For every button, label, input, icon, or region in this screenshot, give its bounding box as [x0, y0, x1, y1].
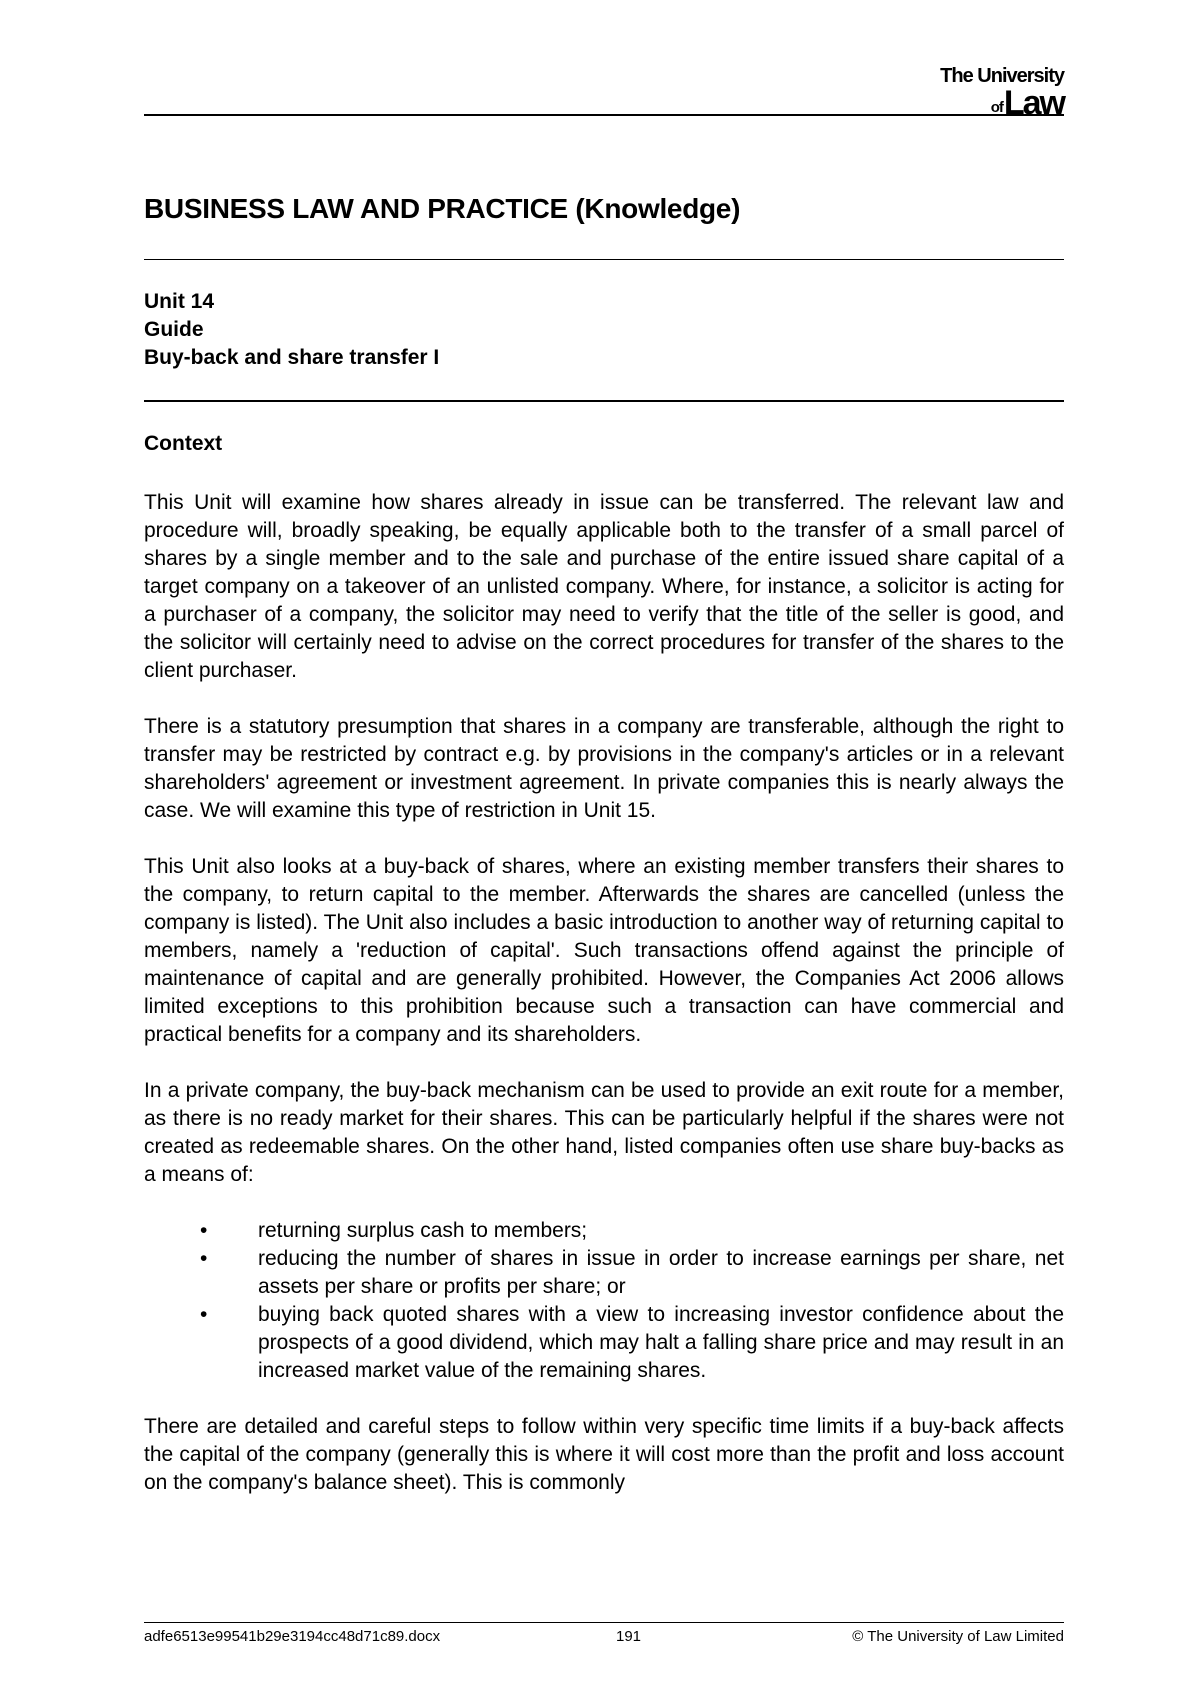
bullet-item-2 — [144, 1245, 1064, 1301]
bullet-text-2: reducing the number of shares in issue in order to increase earnings per share, net assets per share or profits per share; or — [258, 1247, 1064, 1298]
bullet-icon: • — [200, 1219, 208, 1242]
page-footer — [144, 1628, 1064, 1652]
bullet-item-1 — [144, 1217, 1064, 1245]
document-title: BUSINESS LAW AND PRACTICE (Knowledge) — [144, 193, 741, 224]
body-content — [144, 489, 1064, 1525]
paragraph-5: There are detailed and careful steps to follow within very specific time limits if a buy-back affects the capital of the company (generally this is where it will cost more than the profit and loss account on the company's balance sheet). This is commonly — [144, 1415, 1064, 1494]
paragraph-3: This Unit also looks at a buy-back of shares, where an existing member transfers their shares to the company, to return capital to the member. Afterwards the shares are cancelled (unless the company is listed). The Unit also includes a basic introduction to another way of returning capital to members, namely a 'reduction of capital'. Such transactions offend against the principle of maintenance of capital and are generally prohibited. However, the Companies Act 2006 allows limited exceptions to this prohibition because such a transaction can have commercial and practical benefits for a company and its shareholders. — [144, 855, 1064, 1046]
bullet-list — [144, 1217, 1064, 1385]
logo-of: of — [990, 99, 1003, 116]
header-rule — [144, 114, 1064, 116]
unit-block — [144, 288, 439, 372]
bullet-item-3 — [144, 1301, 1064, 1385]
footer-copyright: © The University of Law Limited — [852, 1628, 1064, 1645]
section-heading: Context — [144, 432, 223, 455]
unit-number: Unit 14 — [144, 290, 215, 313]
logo-law: Law — [1003, 84, 1064, 122]
paragraph-1: This Unit will examine how shares already in issue can be transferred. The relevant law and procedure will, broadly speaking, be equally applicable both to the transfer of a small parcel of shares by a single member and to the sale and purchase of the entire issued share capital of a target company on a takeover of an unlisted company. Where, for instance, a solicitor is acting for a purchaser of a company, the solicitor may need to verify that the title of the seller is good, and the solicitor will certainly need to advise on the correct procedures for transfer of the shares to the client purchaser. — [144, 491, 1064, 682]
logo-line-1: The University — [940, 65, 1064, 87]
footer-page-number: 191 — [616, 1628, 642, 1645]
university-logo — [940, 66, 1064, 120]
bullet-text-3: buying back quoted shares with a view to increasing investor confidence about the prospects of a good dividend, which may halt a falling share price and may result in an increased market value of the remaining shares. — [258, 1303, 1064, 1382]
bullet-icon: • — [200, 1247, 208, 1270]
bullet-text-1: returning surplus cash to members; — [258, 1219, 588, 1242]
bullet-icon: • — [200, 1303, 208, 1326]
footer-filename: adfe6513e99541b29e3194cc48d71c89.docx — [144, 1628, 441, 1645]
paragraph-4: In a private company, the buy-back mechanism can be used to provide an exit route for a member, as there is no ready market for their shares. This can be particularly helpful if the shares were not created as redeemable shares. On the other hand, listed companies often use share buy-backs as a means of: — [144, 1079, 1064, 1186]
unit-type: Guide — [144, 318, 204, 341]
paragraph-2: There is a statutory presumption that shares in a company are transferable, although the right to transfer may be restricted by contract e.g. by provisions in the company's articles or in a relevant shareholders' agreement or investment agreement. In private companies this is nearly always the case. We will examine this type of restriction in Unit 15. — [144, 715, 1064, 822]
title-rule — [144, 259, 1064, 260]
unit-rule — [144, 400, 1064, 402]
unit-topic: Buy-back and share transfer I — [144, 346, 440, 369]
footer-rule — [144, 1622, 1064, 1623]
